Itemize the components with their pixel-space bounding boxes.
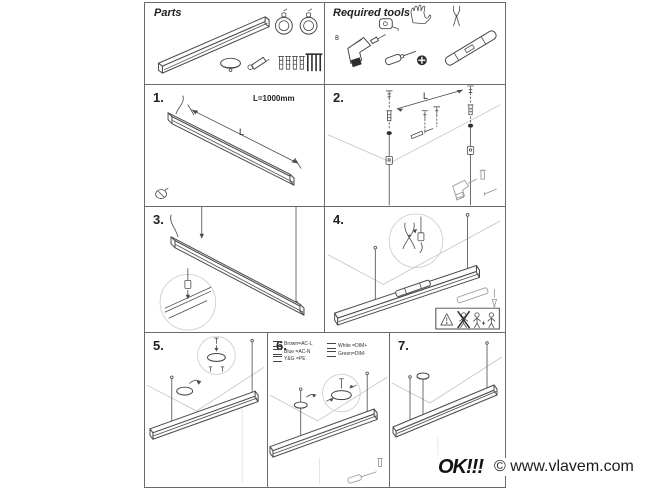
legend-label: Blue =AC-N (284, 348, 311, 355)
wire-symbol (273, 349, 282, 355)
pliers-icon (453, 6, 459, 26)
tools-title: Required tools (333, 7, 411, 19)
canopy-icon (177, 380, 202, 395)
warning-triangle-icon (441, 314, 453, 325)
suspension-cable (251, 339, 254, 397)
step4-illustration (325, 207, 505, 332)
screwdriver-icon (347, 459, 382, 484)
ok-label: OK!!! (438, 456, 483, 478)
no-single-person-icon (458, 311, 470, 328)
panel-tools (325, 3, 505, 85)
ceiling-line (328, 105, 501, 163)
suspension-cable (366, 372, 369, 413)
plus-glyph: + (481, 320, 486, 328)
drill-icon (348, 35, 386, 68)
length-spec-label: L=1000mm (253, 94, 295, 103)
copyright-watermark: © www.vlavem.com (494, 458, 634, 475)
legend-label: Brown=AC-L (284, 341, 313, 347)
panel-step3 (145, 207, 325, 333)
detail-circle-cut-cable (389, 214, 443, 268)
dimension-line (397, 90, 462, 112)
panel-step1 (145, 85, 325, 207)
legend-dim-column (327, 343, 367, 364)
legend-label: White =DIM+ (338, 343, 368, 349)
level-icon (444, 29, 498, 66)
suspension-assembly (386, 91, 392, 205)
legend-label: Y&G =PE (284, 356, 306, 362)
light-bar-icon (270, 409, 377, 457)
warning-box (436, 308, 499, 329)
wire-symbol (327, 343, 336, 349)
detail-circle (160, 269, 216, 331)
suspension-cable (170, 376, 173, 428)
light-bar-icon (335, 266, 480, 326)
exploded-fasteners (411, 107, 440, 139)
panel-step2 (325, 85, 505, 207)
power-wire (176, 96, 183, 114)
step-number: 6. (276, 338, 287, 353)
dimension-label: L (239, 127, 245, 137)
step5-illustration (145, 333, 267, 487)
legend-label: Green=DIM- (338, 350, 366, 357)
light-bar-icon (393, 385, 497, 437)
step-number: 3. (153, 212, 164, 227)
panel-step4 (325, 207, 505, 333)
power-wire (171, 215, 178, 237)
drill-bit-size-label: 8 (335, 35, 339, 42)
wire-symbol (327, 351, 336, 357)
pliers-icon (403, 223, 415, 249)
connector-screw-icon (248, 57, 269, 69)
screwdriver-icon (385, 48, 417, 65)
step-number: 4. (333, 212, 344, 227)
manual-grid (144, 2, 506, 488)
step1-illustration (145, 85, 324, 206)
suspension-cable (409, 376, 412, 425)
light-bar-icon (168, 113, 294, 185)
step3-illustration (145, 207, 324, 332)
step-number: 2. (333, 90, 344, 105)
wire-symbol (273, 356, 282, 362)
panel-step6 (268, 333, 390, 487)
tape-measure-icon (379, 19, 398, 31)
screw-icon (306, 53, 323, 71)
wire-symbol (273, 341, 282, 347)
canopy-icon (294, 394, 316, 408)
panel-step7 (390, 333, 505, 487)
wiring-legend (273, 341, 367, 364)
suspension-assembly (467, 86, 473, 205)
step-number: 5. (153, 338, 164, 353)
dimension-label: L (423, 91, 429, 101)
canopy-icon (221, 58, 241, 71)
cable-coil-icon (300, 9, 317, 34)
suspension-cable (374, 246, 377, 305)
panel-parts (145, 3, 325, 85)
phillips-head-icon (417, 55, 427, 65)
glove-icon (411, 5, 431, 24)
panel-step5 (145, 333, 268, 487)
light-bar-icon (171, 237, 304, 315)
legend-mains-column (273, 341, 327, 364)
suspension-cable (466, 214, 469, 275)
drill-icon (453, 170, 497, 200)
level-icon (457, 287, 497, 307)
step-number: 7. (398, 338, 409, 353)
cable-gripper-icon (156, 188, 168, 198)
wall-anchor-icon (278, 56, 304, 69)
detail-circle-canopy (198, 337, 236, 375)
step-number: 1. (153, 90, 164, 105)
cable-coil-icon (275, 9, 292, 34)
parts-title: Parts (154, 7, 182, 19)
step2-illustration (325, 85, 505, 206)
